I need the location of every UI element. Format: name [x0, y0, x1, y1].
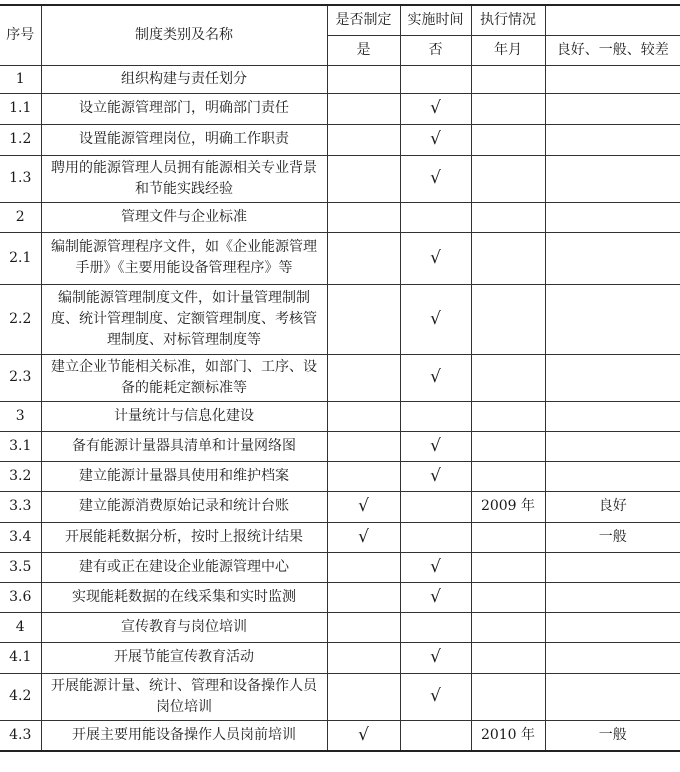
row-name: 设立能源管理部门，明确部门责任	[41, 93, 327, 124]
row-no: 3.5	[0, 552, 41, 582]
row-yes	[327, 124, 400, 155]
row-rating	[545, 612, 680, 642]
row-no: 4.3	[0, 720, 41, 751]
row-yearmonth	[471, 461, 545, 491]
row-yes	[327, 65, 400, 93]
row-yes	[327, 93, 400, 124]
row-yes: √	[327, 522, 400, 552]
table-row	[0, 642, 680, 673]
row-yes	[327, 232, 400, 284]
row-no-col: √	[400, 124, 471, 155]
row-yes	[327, 284, 400, 354]
row-yearmonth	[471, 642, 545, 673]
row-no: 4.2	[0, 673, 41, 720]
table-row	[0, 124, 680, 155]
table-row	[0, 65, 680, 93]
row-rating	[545, 582, 680, 612]
energy-management-table	[0, 4, 680, 752]
subheader-rating: 良好、一般、较差	[545, 35, 680, 65]
row-yes	[327, 431, 400, 461]
row-rating	[545, 354, 680, 401]
subheader-no: 否	[400, 35, 471, 65]
row-no: 3.3	[0, 491, 41, 522]
row-no-col	[400, 522, 471, 552]
row-no: 4.1	[0, 642, 41, 673]
row-yearmonth	[471, 65, 545, 93]
row-name: 建有或正在建设企业能源管理中心	[41, 552, 327, 582]
row-no: 2	[0, 202, 41, 232]
row-yes	[327, 642, 400, 673]
row-yearmonth	[471, 673, 545, 720]
row-no-col	[400, 202, 471, 232]
row-yearmonth	[471, 431, 545, 461]
row-name: 开展能耗数据分析，按时上报统计结果	[41, 522, 327, 552]
row-rating	[545, 401, 680, 431]
subheader-yearmonth: 年月	[471, 35, 545, 65]
row-rating	[545, 673, 680, 720]
row-name: 编制能源管理程序文件，如《企业能源管理手册》《主要用能设备管理程序》等	[41, 232, 327, 284]
row-name: 建立能源计量器具使用和维护档案	[41, 461, 327, 491]
table-row	[0, 202, 680, 232]
row-no: 3.2	[0, 461, 41, 491]
header-execution: 执行情况	[471, 5, 545, 35]
header-blank	[545, 5, 680, 35]
row-name: 建立能源消费原始记录和统计台账	[41, 491, 327, 522]
row-no: 3	[0, 401, 41, 431]
row-no: 4	[0, 612, 41, 642]
row-rating: 良好	[545, 491, 680, 522]
row-name: 开展主要用能设备操作人员岗前培训	[41, 720, 327, 751]
row-rating	[545, 124, 680, 155]
row-yearmonth	[471, 552, 545, 582]
row-yearmonth: 2010 年	[471, 720, 545, 751]
row-name: 组织构建与责任划分	[41, 65, 327, 93]
row-rating	[545, 642, 680, 673]
header-established: 是否制定	[327, 5, 400, 35]
row-no: 3.1	[0, 431, 41, 461]
row-yearmonth	[471, 401, 545, 431]
row-rating	[545, 65, 680, 93]
row-no-col	[400, 65, 471, 93]
row-yearmonth	[471, 354, 545, 401]
row-no: 3.6	[0, 582, 41, 612]
row-no-col: √	[400, 642, 471, 673]
row-name: 聘用的能源管理人员拥有能源相关专业背景和节能实践经验	[41, 155, 327, 202]
table-row	[0, 93, 680, 124]
row-no: 1	[0, 65, 41, 93]
row-yes	[327, 202, 400, 232]
row-no-col: √	[400, 232, 471, 284]
table-row	[0, 232, 680, 284]
row-name: 实现能耗数据的在线采集和实时监测	[41, 582, 327, 612]
row-yes	[327, 552, 400, 582]
row-no-col	[400, 720, 471, 751]
table-row	[0, 431, 680, 461]
row-yearmonth	[471, 155, 545, 202]
table-row	[0, 461, 680, 491]
row-yearmonth	[471, 93, 545, 124]
row-yearmonth	[471, 124, 545, 155]
row-yearmonth	[471, 284, 545, 354]
row-yearmonth	[471, 582, 545, 612]
row-rating: 一般	[545, 720, 680, 751]
table-row	[0, 582, 680, 612]
row-name: 建立企业节能相关标准，如部门、工序、设备的能耗定额标准等	[41, 354, 327, 401]
row-rating	[545, 431, 680, 461]
header-row	[0, 5, 680, 35]
row-yes	[327, 612, 400, 642]
row-no: 2.3	[0, 354, 41, 401]
row-rating	[545, 93, 680, 124]
table-row	[0, 491, 680, 522]
row-rating: 一般	[545, 522, 680, 552]
row-no-col: √	[400, 431, 471, 461]
row-rating	[545, 461, 680, 491]
header-no: 序号	[0, 5, 41, 65]
row-no-col: √	[400, 461, 471, 491]
table-row	[0, 354, 680, 401]
row-no-col	[400, 401, 471, 431]
header-impl-time: 实施时间	[400, 5, 471, 35]
header-name: 制度类别及名称	[41, 5, 327, 65]
row-yearmonth	[471, 612, 545, 642]
row-rating	[545, 155, 680, 202]
row-no-col: √	[400, 155, 471, 202]
row-name: 计量统计与信息化建设	[41, 401, 327, 431]
row-no-col: √	[400, 284, 471, 354]
row-yearmonth: 2009 年	[471, 491, 545, 522]
row-yearmonth	[471, 232, 545, 284]
table-row	[0, 522, 680, 552]
row-no-col	[400, 491, 471, 522]
row-name: 备有能源计量器具清单和计量网络图	[41, 431, 327, 461]
table-row	[0, 720, 680, 751]
row-no: 3.4	[0, 522, 41, 552]
row-name: 设置能源管理岗位，明确工作职责	[41, 124, 327, 155]
row-no-col: √	[400, 93, 471, 124]
row-rating	[545, 552, 680, 582]
row-yes: √	[327, 720, 400, 751]
row-yes	[327, 401, 400, 431]
row-yearmonth	[471, 522, 545, 552]
table-row	[0, 155, 680, 202]
row-no-col	[400, 612, 471, 642]
row-yes: √	[327, 491, 400, 522]
row-name: 编制能源管理制度文件，如计量管理制制度、统计管理制度、定额管理制度、考核管理制度、对标管理制度等	[41, 284, 327, 354]
row-name: 开展能源计量、统计、管理和设备操作人员岗位培训	[41, 673, 327, 720]
table-row	[0, 612, 680, 642]
row-yearmonth	[471, 202, 545, 232]
row-rating	[545, 284, 680, 354]
subheader-yes: 是	[327, 35, 400, 65]
table-row	[0, 401, 680, 431]
row-yes	[327, 461, 400, 491]
row-no: 1.1	[0, 93, 41, 124]
table-row	[0, 284, 680, 354]
row-no-col: √	[400, 354, 471, 401]
table-row	[0, 673, 680, 720]
row-no-col: √	[400, 582, 471, 612]
row-no: 1.2	[0, 124, 41, 155]
row-name: 开展节能宣传教育活动	[41, 642, 327, 673]
row-rating	[545, 232, 680, 284]
row-name: 管理文件与企业标准	[41, 202, 327, 232]
row-no-col: √	[400, 673, 471, 720]
row-yes	[327, 354, 400, 401]
row-no: 1.3	[0, 155, 41, 202]
row-yes	[327, 155, 400, 202]
row-no: 2.2	[0, 284, 41, 354]
row-no-col: √	[400, 552, 471, 582]
row-yes	[327, 582, 400, 612]
table-row	[0, 552, 680, 582]
row-name: 宣传教育与岗位培训	[41, 612, 327, 642]
row-yes	[327, 673, 400, 720]
row-rating	[545, 202, 680, 232]
row-no: 2.1	[0, 232, 41, 284]
